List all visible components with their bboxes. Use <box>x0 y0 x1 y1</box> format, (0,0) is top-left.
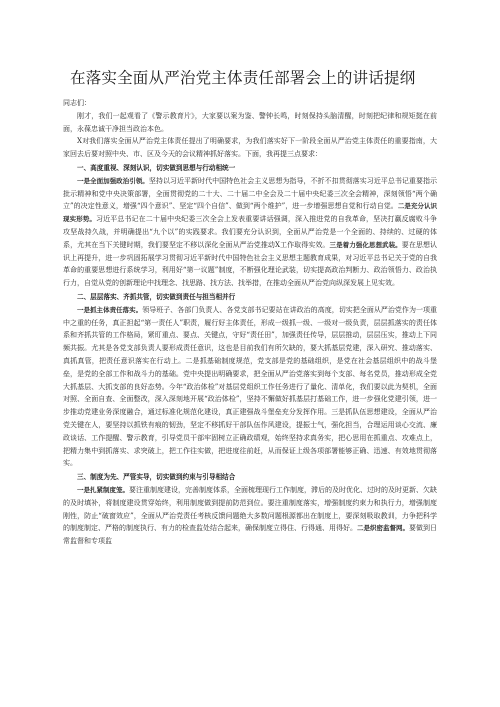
section-heading-3: 三、制度为先、严管实导，切实做到约束与引导相结合 <box>77 473 236 482</box>
section-heading-2: 二、层层落实、齐抓共管，切实做到责任与担当相并行 <box>77 292 236 301</box>
section-1-lead-2: 二是充分认识现实形势。 <box>63 202 438 224</box>
section-1-text-1: 坚持以习近平新时代中国特色社会主义思想为指导，不折不扣贯彻落实习近平总书记重要指示批示精神和党中央决策部署，全面贯彻党的二十大、二十届二中全会及二十届中央纪委三次全会精神，深刻领悟“两个确立”的决定性意义，增强“四个意识”、坚定“四个自信”、做到“两个维护”，进一步增强思想自觉和行动自觉。 <box>63 176 438 211</box>
section-2-text-1: 领导班子、各部门负责人、各党支部书记要站在讲政治的高度，切实把全面从严治党作为一项重中之重的任务，真正担起“第一责任人”职责，履行好主体责任，形成一级抓一级、一级对一级负责，层层抓落实的责任体系和齐抓共管的工作格局，紧盯重点、要点、关键点，守好“责任田”，加强责任传导，层层推动，层层压实，推动上下同频共振。尤其是各党支部负责人要形成责任意识，这也是目前我们有所欠缺的，要大抓基层党建，深入研究、推动落实、真抓真管，把责任意识落实在行动上。二是抓基础制度规范，党支部是党的基础组织，是党在社会基层组织中的战斗堡垒，是党的全部工作和战斗力的基础。党中央提出明确要求，把全面从严治党落实到每个支部、每名党员，推动形成全党大抓基层、大抓支部的良好态势。今年“政治体检”对基层党组织工作任务进行了量化、清单化，我们要以此为契机，全面对照、全面自查、全面整改，深入深刻地开展“政治体检”，坚持不懈做好抓基层打基础工作，进一步强化党建引领，进一步推动党建业务深度融合，通过标准化规范化建设，真正建强战斗堡垒充分发挥作用。三是抓队伍思想建设，全面从严治党关键在人，要坚持以抓铁有痕的韧劲，坚定不移抓好干部队伍作风建设，提振士气，强化担当，合理运用谈心交流、廉政谈话、工作提醒、警示教育，引导党员干部牢固树立正确政绩观，始终坚持求真务实，把心思用在抓重点、攻难点上，把精力集中到抓落实、求突破上，把工作往实做，把进度往前赶，从而保证上级各项部署能够正确、迅速、有效地贯彻落实。 <box>63 305 438 468</box>
section-1-text-2: 习近平总书记在二十届中央纪委三次全会上发表重要讲话强调，深入推进党的自我革命，坚决打赢反腐败斗争攻坚战持久战，并明确提出“九个以”的实践要求。我们要充分认识到，全面从严治党是一个全面的、持续的、过硬的体系，尤其在当下关键时期，我们要坚定不移以深化全面从严治党推动X工作取得实效。 <box>63 215 438 249</box>
section-3-lead-2: 二是织密监督网。 <box>357 524 409 533</box>
section-1-paragraph <box>63 175 437 290</box>
intro-paragraph-2: X对我们落实全面从严治党主体责任提出了明确要求，为我们落实好下一阶段全面从严治党主体责任的重要指南，大家回去后要对照中央、市、区及今天的会议精神抓好落实。下面，我再提三点要求： <box>63 137 437 159</box>
section-3-lead-1: 一是扎紧制度笼。 <box>77 485 129 494</box>
section-heading-1: 一、高度重视、深刻认识，切实做到思想与行动相统一 <box>77 163 236 172</box>
document-body <box>63 97 437 548</box>
document-title: 在落实全面从严治党主体责任部署会上的讲话提纲 <box>70 70 416 87</box>
section-2-paragraph <box>63 304 437 470</box>
section-3-paragraph <box>63 484 437 548</box>
section-1-text-3: 要在思想认识上再提升，进一步巩固拓展学习贯彻习近平新时代中国特色社会主义思想主题教育成果，对习近平总书记关于党的自我革命的重要思想进行系统学习，利用好“第一议题”制度，不断强化理论武装，切实提高政治判断力、政治领悟力、政治执行力，自觉从党的创新理论中找理念、找思路、找方法、找举措，在推动全面从严治党向纵深发展上见实效。 <box>63 240 438 288</box>
section-3-text-1: 要注重制度建设，完善制度体系，全面梳理现行工作制度，滞后的及时优化、过时的及时更新、欠缺的及时填补，将制度建设贯穿始终，利用制度做到提前防范到位。要注重制度落实，增强制度约束力和执行力，增强制度刚性，防止“破窗效应”，全面从严治党责任考核反馈问题绝大多数问题根源都出在制度上，要深刻吸取教训，力争把科学的制度制定、严格的制度执行、有力的检查监处结合起来，确保制度立得住、行得通、用得好。 <box>63 485 437 533</box>
salutation: 同志们： <box>63 99 91 107</box>
section-2-lead-1: 一是抓主体责任落实。 <box>77 305 143 314</box>
intro-paragraph-1: 刚才，我们一起观看了《警示教育片》，大家要以案为鉴、警钟长鸣，时刻保持头脑清醒，时刻把纪律和规矩挺在前面，永葆忠诚干净担当政治本色。 <box>63 111 437 133</box>
section-1-lead-3: 三是着力强化思想武装。 <box>329 240 402 249</box>
section-1-lead-1: 一是全面加强政治引领。 <box>77 176 149 185</box>
section-3-text-2: 要做到日常监督和专项监 <box>63 524 437 546</box>
